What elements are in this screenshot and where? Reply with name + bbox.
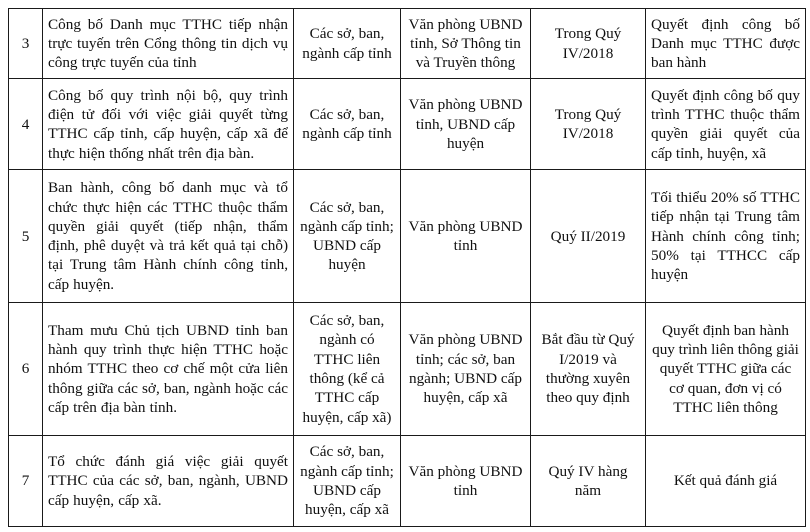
expected-result-cell: Quyết định công bố Danh mục TTHC được ban hành — [646, 9, 806, 79]
task-description-cell: Tham mưu Chủ tịch UBND tỉnh ban hành quy trình thực hiện TTHC hoặc nhóm TTHC theo cơ chế một cửa liên thông giữa các sở, ban, ngành hoặc các cấp trên địa bàn tỉnh. — [43, 303, 294, 436]
lead-agency-cell: Các sở, ban, ngành cấp tỉnh — [294, 9, 401, 79]
row-number-cell: 6 — [9, 303, 43, 436]
row-number-cell: 7 — [9, 435, 43, 526]
timeline-cell: Quý II/2019 — [531, 170, 646, 303]
coordinating-unit-cell: Văn phòng UBND tỉnh, Sở Thông tin và Truyền thông — [401, 9, 531, 79]
expected-result-cell: Quyết định công bố quy trình TTHC thuộc thẩm quyền giải quyết của cấp tỉnh, huyện, xã — [646, 79, 806, 170]
coordinating-unit-cell: Văn phòng UBND tỉnh — [401, 435, 531, 526]
task-description-cell: Ban hành, công bố danh mục và tổ chức thực hiện các TTHC thuộc thẩm quyền giải quyết (tiếp nhận, thẩm định, phê duyệt và trả kết quả tại chỗ) tại Trung tâm Hành chính công tỉnh, cấp huyện. — [43, 170, 294, 303]
coordinating-unit-cell: Văn phòng UBND tỉnh; các sở, ban ngành; UBND cấp huyện, cấp xã — [401, 303, 531, 436]
lead-agency-cell: Các sở, ban, ngành cấp tỉnh; UBND cấp huyện — [294, 170, 401, 303]
table-row — [9, 303, 806, 436]
expected-result-cell: Quyết định ban hành quy trình liên thông giải quyết TTHC giữa các cơ quan, đơn vị có TTHC liên thông — [646, 303, 806, 436]
lead-agency-cell: Các sở, ban, ngành cấp tỉnh; UBND cấp huyện, cấp xã — [294, 435, 401, 526]
row-number-cell: 4 — [9, 79, 43, 170]
row-number-cell: 3 — [9, 9, 43, 79]
table-row — [9, 79, 806, 170]
task-description-cell: Công bố Danh mục TTHC tiếp nhận trực tuyến trên Cổng thông tin dịch vụ công trực tuyến của tỉnh — [43, 9, 294, 79]
timeline-cell: Quý IV hàng năm — [531, 435, 646, 526]
coordinating-unit-cell: Văn phòng UBND tỉnh, UBND cấp huyện — [401, 79, 531, 170]
timeline-cell: Trong Quý IV/2018 — [531, 79, 646, 170]
expected-result-cell: Kết quả đánh giá — [646, 435, 806, 526]
table-body — [9, 9, 806, 527]
table-row — [9, 9, 806, 79]
table-row — [9, 170, 806, 303]
expected-result-cell: Tối thiểu 20% số TTHC tiếp nhận tại Trung tâm Hành chính công tỉnh; 50% tại TTHCC cấp huyện — [646, 170, 806, 303]
timeline-cell: Trong Quý IV/2018 — [531, 9, 646, 79]
lead-agency-cell: Các sở, ban, ngành cấp tỉnh — [294, 79, 401, 170]
lead-agency-cell: Các sở, ban, ngành có TTHC liên thông (kể cả TTHC cấp huyện, cấp xã) — [294, 303, 401, 436]
timeline-cell: Bắt đầu từ Quý I/2019 và thường xuyên theo quy định — [531, 303, 646, 436]
administrative-tasks-table — [8, 8, 806, 527]
table-row — [9, 435, 806, 526]
task-description-cell: Tổ chức đánh giá việc giải quyết TTHC của các sở, ban, ngành, UBND cấp huyện, cấp xã. — [43, 435, 294, 526]
coordinating-unit-cell: Văn phòng UBND tỉnh — [401, 170, 531, 303]
task-description-cell: Công bố quy trình nội bộ, quy trình điện tử đối với việc giải quyết từng TTHC cấp tỉnh, cấp huyện, cấp xã để thực hiện thống nhất trên địa bàn. — [43, 79, 294, 170]
row-number-cell: 5 — [9, 170, 43, 303]
